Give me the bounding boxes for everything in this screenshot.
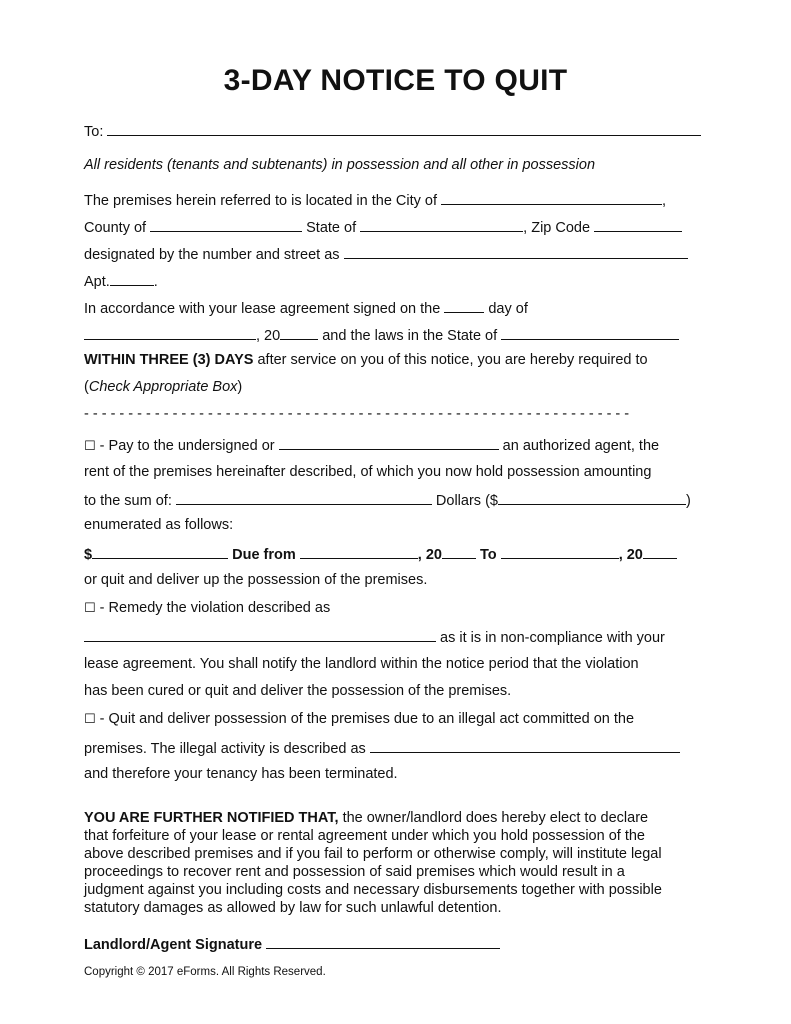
pay-option-line (84, 435, 659, 456)
dollar-sign: $ (84, 547, 93, 563)
laws-text: and the laws in the State of (322, 328, 498, 344)
sum-line (84, 490, 691, 510)
due-to-year-prefix: , 20 (618, 547, 643, 563)
to-label: To: (84, 124, 104, 140)
residents-line: All residents (tenants and subtenants) in possession and all other in possession (84, 157, 596, 173)
lease-day-field[interactable] (444, 298, 484, 313)
check-instruction-text: Check Appropriate Box (88, 379, 238, 395)
further-bold: YOU ARE FURTHER NOTIFIED THAT, (84, 810, 339, 826)
check-open-paren: ( (84, 379, 89, 395)
dollars-close: ) (685, 493, 691, 509)
apt-period: . (153, 274, 158, 290)
illegal-activity-text: premises. The illegal activity is described as (84, 741, 366, 757)
county-line (84, 217, 682, 237)
sum-amount-field[interactable] (498, 490, 686, 505)
terminated-line: and therefore your tenancy has been terminated. (84, 766, 398, 782)
city-field[interactable] (441, 190, 662, 205)
pay-text: - Pay to the undersigned or (95, 438, 275, 454)
check-close-paren: ) (237, 379, 243, 395)
to-field[interactable] (107, 121, 701, 136)
to-date-label: To (480, 547, 497, 563)
further-notice-paragraph (84, 809, 714, 917)
street-field[interactable] (344, 244, 688, 259)
city-line: The premises herein referred to is located in the City of , (84, 190, 666, 210)
further-line-4: proceedings to recover rent and possession of said premises which would result in a (84, 864, 625, 880)
dashed-divider: - - - - - - - - - - - - - - - - - - - - - - - - - - - - - - - - - - - - - - - - - - - - - - - - - - - - - - - - - - - - - - (84, 406, 630, 422)
illegal-option-line (84, 710, 634, 729)
state-field[interactable] (360, 217, 523, 232)
apt-field[interactable] (110, 271, 154, 286)
violation-line (84, 627, 665, 647)
illegal-activity-line (84, 738, 680, 758)
laws-state-field[interactable] (501, 325, 679, 340)
city-text: The premises herein referred to is located in the City of (84, 193, 437, 209)
quit-deliver-line: or quit and deliver up the possession of the premises. (84, 572, 428, 588)
apt-label: Apt. (84, 274, 110, 290)
street-line (84, 244, 688, 264)
agent-field[interactable] (279, 435, 499, 450)
within-bold: WITHIN THREE (3) DAYS (84, 352, 254, 368)
cured-line: has been cured or quit and deliver the possession of the premises. (84, 683, 512, 699)
check-instruction (84, 378, 242, 396)
year-prefix: , 20 (256, 328, 281, 344)
remedy-text: - Remedy the violation described as (95, 600, 331, 616)
illegal-checkbox[interactable]: ☐ (84, 712, 96, 727)
further-line-2: that forfeiture of your lease or rental agreement under which you hold possession of the (84, 828, 645, 844)
lease-year-field[interactable] (280, 325, 318, 340)
signature-line (84, 934, 500, 954)
due-from-year-prefix: , 20 (417, 547, 442, 563)
due-line (84, 544, 677, 564)
dollars-label: Dollars ($ (435, 493, 498, 509)
to-line (84, 121, 701, 141)
zip-label: , Zip Code (523, 220, 591, 236)
street-text: designated by the number and street as (84, 247, 340, 263)
within-line (84, 351, 648, 369)
copyright: Copyright © 2017 eForms. All Rights Reserved. (84, 966, 326, 978)
due-amount-field[interactable] (92, 544, 228, 559)
further-line-3: above described premises and if you fail to perform or otherwise comply, will institute legal (84, 846, 662, 862)
remedy-checkbox[interactable]: ☐ (84, 601, 96, 616)
county-field[interactable] (150, 217, 302, 232)
lease-signed-text: In accordance with your lease agreement signed on the (84, 301, 441, 317)
apt-line (84, 271, 158, 291)
county-label: County of (84, 220, 147, 236)
due-to-year-field[interactable] (643, 544, 677, 559)
pay-checkbox[interactable]: ☐ (84, 439, 96, 454)
enumerated-line: enumerated as follows: (84, 517, 234, 533)
authorized-agent-text: an authorized agent, the (502, 438, 660, 454)
within-rest: after service on you of this notice, you are hereby required to (253, 352, 648, 368)
lease-date-line (84, 325, 679, 345)
day-of-label: day of (488, 301, 528, 317)
due-from-label: Due from (232, 547, 296, 563)
sum-words-field[interactable] (176, 490, 432, 505)
further-line-6: statutory damages as allowed by law for such unlawful detention. (84, 900, 502, 916)
signature-field[interactable] (266, 934, 500, 949)
illegal-text: - Quit and deliver possession of the premises due to an illegal act committed on the (95, 711, 635, 727)
lease-month-field[interactable] (84, 325, 256, 340)
due-from-year-field[interactable] (442, 544, 476, 559)
sum-label: to the sum of: (84, 493, 172, 509)
due-from-field[interactable] (300, 544, 418, 559)
lease-line (84, 298, 528, 318)
notify-line: lease agreement. You shall notify the landlord within the notice period that the violation (84, 656, 639, 672)
rent-line: rent of the premises hereinafter described, of which you now hold possession amounting (84, 464, 652, 480)
signature-label: Landlord/Agent Signature (84, 937, 263, 953)
further-line-1 (84, 809, 714, 827)
illegal-activity-field[interactable] (370, 738, 680, 753)
document-title: 3-DAY NOTICE TO QUIT (223, 64, 568, 97)
state-label: State of (306, 220, 357, 236)
zip-field[interactable] (594, 217, 682, 232)
remedy-option-line (84, 599, 330, 618)
further-line-5: judgment against you including costs and necessary disbursements together with possible (84, 882, 662, 898)
compliance-text: as it is in non-compliance with your (440, 630, 665, 646)
violation-field[interactable] (84, 627, 436, 642)
due-to-field[interactable] (501, 544, 619, 559)
further-text-1: the owner/landlord does hereby elect to declare (338, 810, 649, 826)
